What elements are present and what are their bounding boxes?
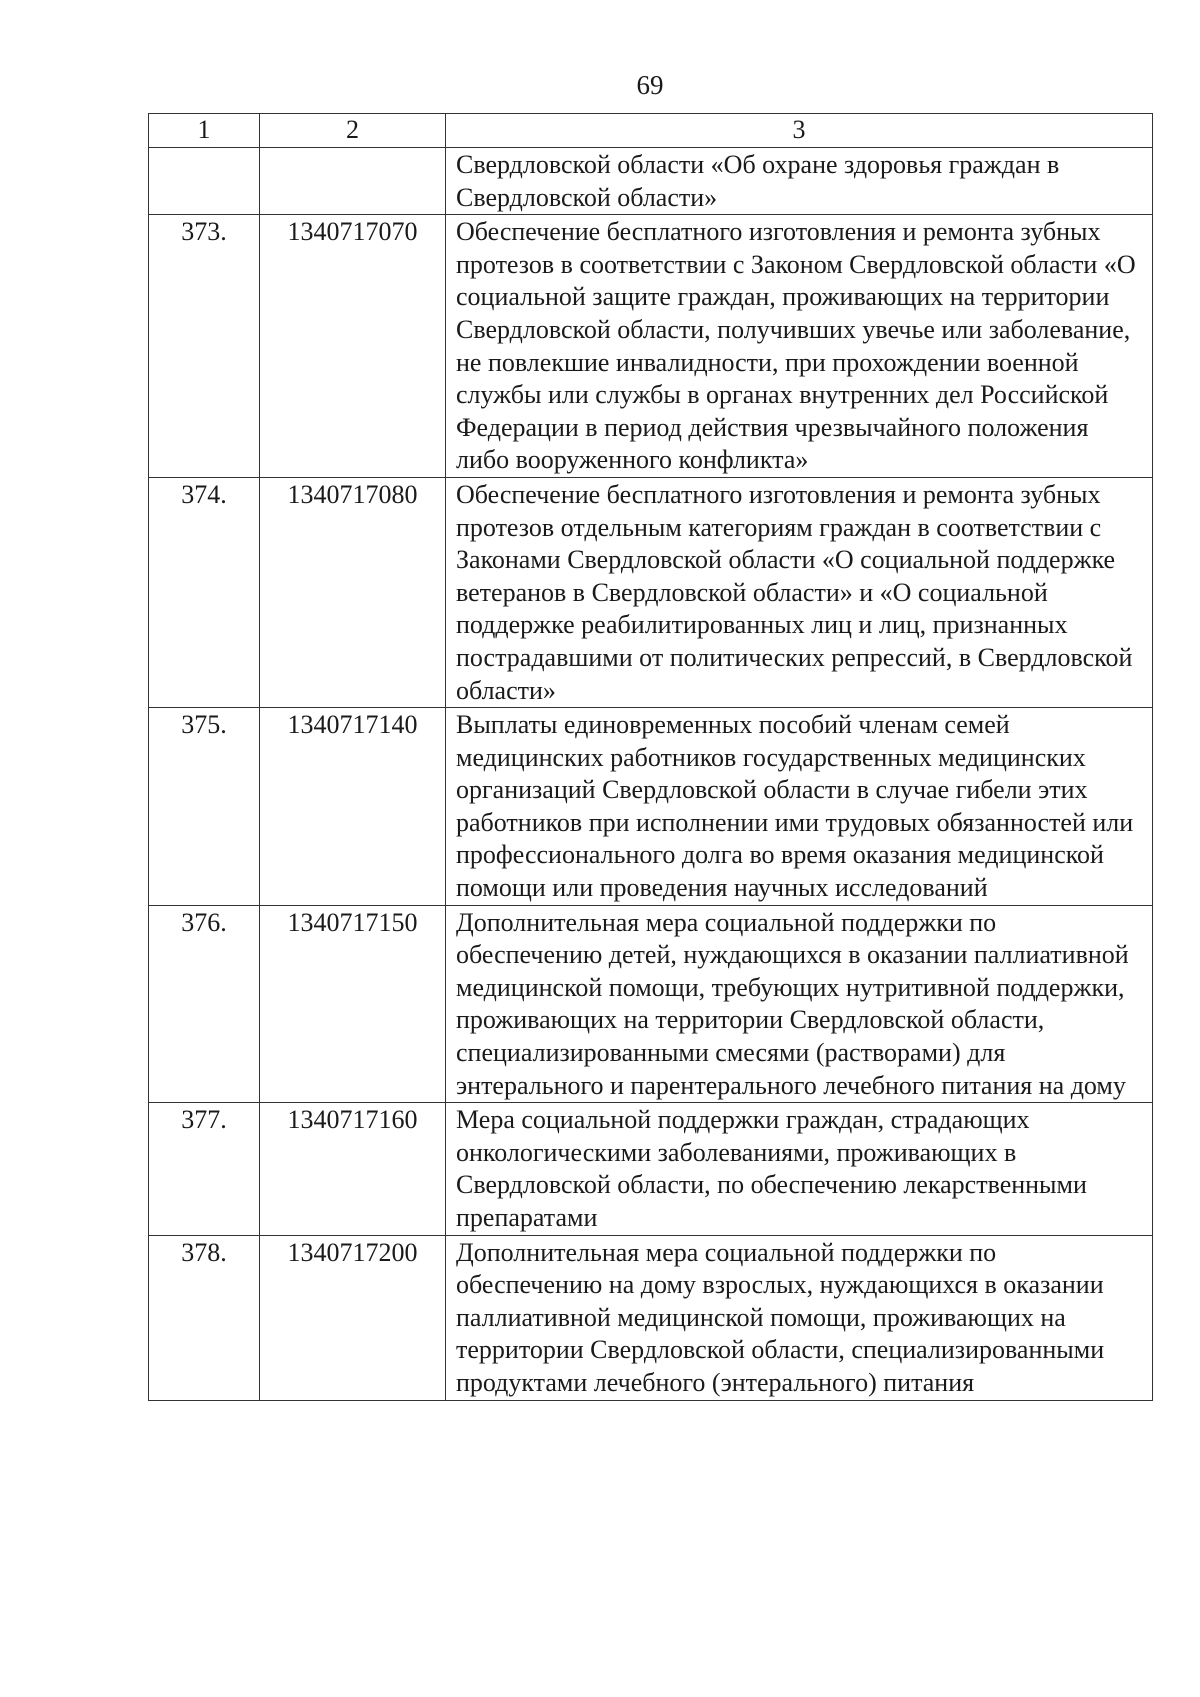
row-number: 376.: [149, 905, 260, 1103]
header-row: [149, 114, 1153, 148]
column-header-code: 2: [260, 114, 446, 148]
table-row: [149, 1235, 1153, 1400]
row-code: 1340717140: [260, 708, 446, 906]
row-description: Выплаты единовременных пособий членам семей медицинских работников государственных медицинских организаций Свердловской области в случае гибели этих работников при исполнении ими трудовых обязанностей или профессионального долга во время оказания медицинской помощи или проведения научных исследований: [446, 708, 1153, 906]
table-body: [149, 148, 1153, 1401]
row-code: 1340717160: [260, 1103, 446, 1235]
row-code: 1340717200: [260, 1235, 446, 1400]
column-header-description: 3: [446, 114, 1153, 148]
row-number: 373.: [149, 215, 260, 478]
row-code: 1340717070: [260, 215, 446, 478]
row-number: 375.: [149, 708, 260, 906]
row-code: 1340717080: [260, 477, 446, 707]
table-row: [149, 148, 1153, 215]
page-number: 69: [636, 70, 664, 100]
table-row: [149, 708, 1153, 906]
row-description: Обеспечение бесплатного изготовления и ремонта зубных протезов в соответствии с Законом Свердловской области «О социальной защите граждан, проживающих на территории Свердловской области, получивших увечье или заболевание, не повлекшие инвалидности, при прохождении военной службы или службы в органах внутренних дел Российской Федерации в период действия чрезвычайного положения либо вооруженного конфликта»: [446, 215, 1153, 478]
row-code: [260, 148, 446, 215]
row-number: 377.: [149, 1103, 260, 1235]
row-description: Дополнительная мера социальной поддержки по обеспечению на дому взрослых, нуждающихся в оказании паллиативной медицинской помощи, проживающих на территории Свердловской области, специализированными продуктами лечебного (энтерального) питания: [446, 1235, 1153, 1400]
row-description: Мера социальной поддержки граждан, страдающих онкологическими заболеваниями, проживающих в Свердловской области, по обеспечению лекарственными препаратами: [446, 1103, 1153, 1235]
row-description: Обеспечение бесплатного изготовления и ремонта зубных протезов отдельным категориям граждан в соответствии с Законами Свердловской области «О социальной поддержке ветеранов в Свердловской области» и «О социальной поддержке реабилитированных лиц и лиц, признанных пострадавшими от политических репрессий, в Свердловской области»: [446, 477, 1153, 707]
row-number: 378.: [149, 1235, 260, 1400]
document-table-container: [148, 113, 1152, 1401]
table-row: [149, 1103, 1153, 1235]
table-header: [149, 114, 1153, 148]
table-row: [149, 477, 1153, 707]
row-number: [149, 148, 260, 215]
table-row: [149, 905, 1153, 1103]
document-table: [148, 113, 1153, 1401]
row-number: 374.: [149, 477, 260, 707]
row-description: Дополнительная мера социальной поддержки по обеспечению детей, нуждающихся в оказании паллиативной медицинской помощи, требующих нутритивной поддержки, проживающих на территории Свердловской области, специализированными смесями (растворами) для энтерального и парентерального лечебного питания на дому: [446, 905, 1153, 1103]
table-row: [149, 215, 1153, 478]
row-description: Свердловской области «Об охране здоровья граждан в Свердловской области»: [446, 148, 1153, 215]
column-header-number: 1: [149, 114, 260, 148]
row-code: 1340717150: [260, 905, 446, 1103]
